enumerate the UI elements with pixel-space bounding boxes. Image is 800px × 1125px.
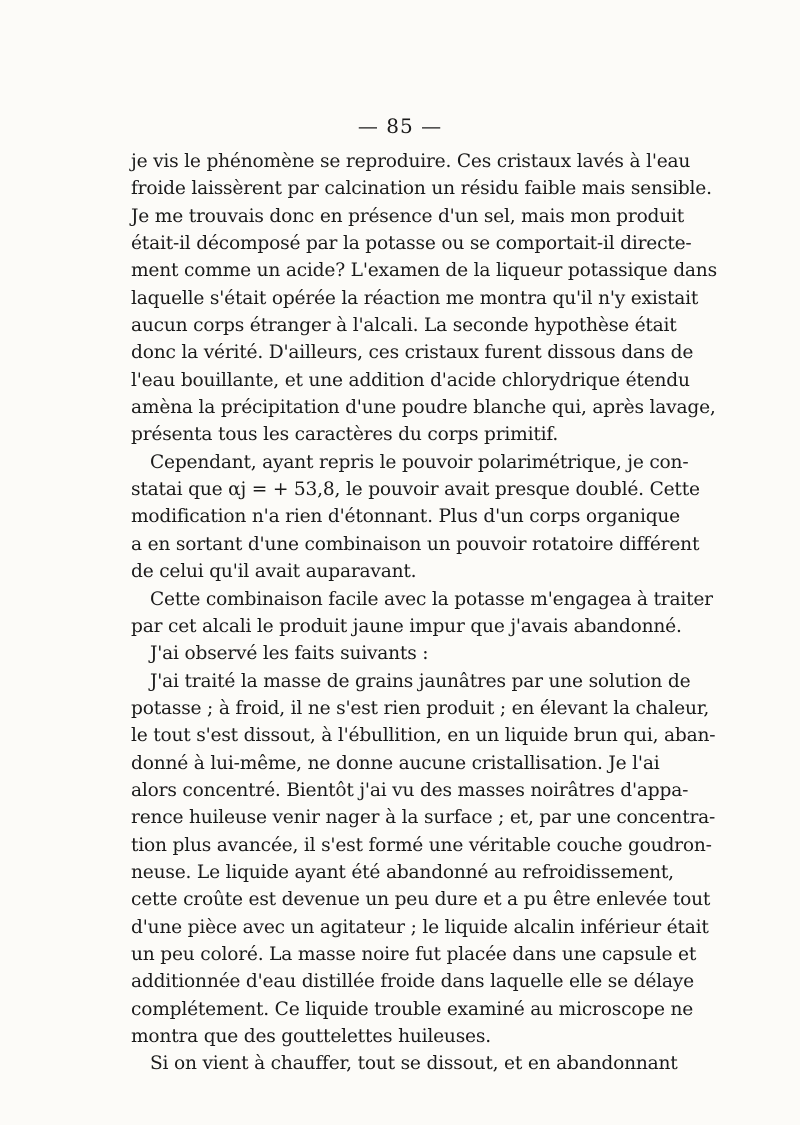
text-line: a en sortant d'une combinaison un pouvoir rotatoire différent: [131, 533, 700, 555]
text-line: amèna la précipitation d'une poudre blanche qui, après lavage,: [131, 397, 716, 419]
text-line: l'eau bouillante, et une addition d'acide chlorydrique étendu: [131, 369, 690, 391]
text-line: alors concentré. Bientôt j'ai vu des masses noirâtres d'appa-: [131, 779, 689, 801]
text-line: neuse. Le liquide ayant été abandonné au refroidissement,: [131, 861, 674, 883]
text-line: de celui qu'il avait auparavant.: [131, 561, 417, 583]
text-line: rence huileuse venir nager à la surface ; et, par une concentra-: [131, 807, 716, 829]
text-line: donné à lui-même, ne donne aucune cristallisation. Je l'ai: [131, 752, 660, 774]
text-line: un peu coloré. La masse noire fut placée dans une capsule et: [131, 943, 697, 965]
text-line: cette croûte est devenue un peu dure et a pu être enlevée tout: [131, 889, 711, 911]
text-line: complétement. Ce liquide trouble examiné au microscope ne: [131, 998, 694, 1020]
text-line: Je me trouvais donc en présence d'un sel, mais mon produit: [131, 205, 685, 227]
body-text: [131, 148, 717, 1078]
text-line: laquelle s'était opérée la réaction me montra qu'il n'y existait: [131, 287, 699, 309]
text-line: froide laissèrent par calcination un résidu faible mais sensible.: [131, 178, 712, 200]
page-number: — 85 —: [357, 114, 443, 138]
text-line: par cet alcali le produit jaune impur que j'avais abandonné.: [131, 615, 682, 637]
text-line: additionnée d'eau distillée froide dans laquelle elle se délaye: [131, 971, 694, 993]
text-line: je vis le phénomène se reproduire. Ces cristaux lavés à l'eau: [131, 151, 691, 172]
text-line: aucun corps étranger à l'alcali. La seconde hypothèse était: [131, 315, 677, 337]
text-line: ment comme un acide? L'examen de la liqueur potassique dans: [131, 260, 717, 282]
text-line: J'ai traité la masse de grains jaunâtres par une solution de: [150, 670, 691, 692]
text-line: modification n'a rien d'étonnant. Plus d'un corps organique: [131, 506, 680, 528]
text-line: Cette combinaison facile avec la potasse m'engagea à traiter: [150, 588, 713, 610]
text-line: Si on vient à chauffer, tout se dissout, et en abandonnant: [150, 1053, 678, 1075]
text-line: statai que αj = + 53,8, le pouvoir avait presque doublé. Cette: [131, 479, 700, 501]
text-line: d'une pièce avec un agitateur ; le liquide alcalin inférieur était: [131, 916, 709, 938]
text-line: le tout s'est dissout, à l'ébullition, en un liquide brun qui, aban-: [131, 725, 716, 747]
text-line: potasse ; à froid, il ne s'est rien produit ; en élevant la chaleur,: [131, 697, 710, 719]
text-line: était-il décomposé par la potasse ou se comportait-il directe-: [131, 233, 692, 255]
text-line: montra que des gouttelettes huileuses.: [131, 1026, 491, 1047]
text-line: Cependant, ayant repris le pouvoir polarimétrique, je con-: [150, 451, 689, 473]
text-line: présenta tous les caractères du corps primitif.: [131, 424, 559, 446]
text-line: J'ai observé les faits suivants :: [150, 643, 429, 665]
text-line: donc la vérité. D'ailleurs, ces cristaux furent dissous dans de: [131, 342, 694, 364]
text-line: tion plus avancée, il s'est formé une véritable couche goudron-: [131, 834, 712, 856]
